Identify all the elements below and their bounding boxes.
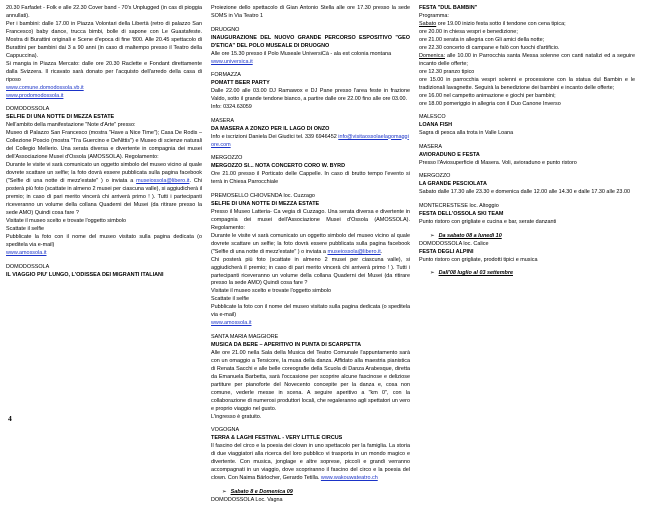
- event-vogogna-circus: [211, 427, 410, 483]
- event-paragraph-1: [211, 443, 410, 483]
- event-paragraph-3: [6, 162, 202, 218]
- amossola-link[interactable]: www.amossola.it: [211, 320, 252, 327]
- event-title: FESTA DELL'OSSOLA SKI TEAM: [419, 211, 504, 218]
- event-paragraph-2: Museo di Palazzo San Francesco (mostra "Have a Nice Time"); Casa De Rodis – Collezione Poscio (mostra "Tra Guercino e DeNittis") e Museo di scienze naturali del Collegio Mellerio. Una serata diversa e divertente in compagnia dei musei dell'Associazione Musei d'Ossola (AMOSSOLA). Regolamento:: [6, 130, 202, 161]
- event-title: DA MASERA A ZONZO PER IL LAGO DI ONZO: [211, 125, 330, 132]
- program-line-7: ore 15.00 in parrocchia vespri solenni e processione con la statua dul Bambin e le tradizionali lavagnette. Seguirà la benedizione dei bambini e incanto delle offerte;: [419, 76, 635, 91]
- event-festa-dul-bambin: [419, 5, 635, 109]
- date-marker-text: Sabato 8 e Domenica 09: [230, 488, 293, 495]
- event-title: AVIORADUNO E FESTA: [419, 151, 480, 158]
- event-paragraph-1: Sabato dalle 17.30 alle 23.30 e domenica dalle 12.00 alle 14.30 e dalle 17.30 alle 23.00: [419, 189, 631, 196]
- event-santa-maria-maggiore: [211, 334, 410, 422]
- program-line-5: [419, 53, 635, 69]
- event-paragraph-2a: Durante le visite vi sarà comunicato un oggetto simbolo del museo vicino al quale dovrete scattare un selfie; la foto dovrà essere pubblicata sulla pagina facebook ("Selfie di una notte di mezz'estate" ) o inviata a: [211, 232, 410, 255]
- event-paragraph-1: Nell'ambito della manifestazione "Note d'Arte" presso:: [6, 122, 136, 129]
- event-malesco-loana-fish: [419, 114, 635, 138]
- three-column-layout: [6, 5, 644, 505]
- event-location: MERGOZZO: [419, 173, 451, 180]
- museiossola-email-link[interactable]: museiossola@libero.it: [136, 178, 190, 185]
- event-title: TERRA & LAGHI FESTIVAL - VERY LITTLE CIRCUS: [211, 435, 343, 442]
- page-number: 4: [8, 414, 12, 423]
- proiezione-block: [211, 5, 410, 21]
- event-domodossola-alpini: [419, 241, 635, 265]
- event-paragraph-2b: .: [380, 248, 383, 255]
- intro-link-1-row: [6, 85, 202, 93]
- event-title: MERGOZZO SI... NOTA CONCERTO CORO W. BYRD: [211, 163, 346, 170]
- event-vagna: [211, 497, 410, 505]
- event-title: INAUGURAZIONE DEL NUOVO GRANDE PERCORSO ESPOSITIVO "GEO D'ETICA" DEL POLO MUSEALE DI DRUOGNO: [211, 34, 410, 49]
- event-paragraph-3b: . Chi posterà più foto (scattate in almeno 2 musei per ciascuna valle), si aggiudicherà il premio; in caso di pari merito vincerà chi arriverà primo ! ). Tutti i partecipanti riceveranno un volume della collana Quaderni dei Musei (da ritirare presso la sede AMO) Quindi cosa fare ?: [6, 178, 202, 217]
- event-location: MERGOZZO: [211, 155, 243, 162]
- event-paragraph-1: Presso l'Aviosuperficie di Masera. Voli, avioraduno e punto ristoro: [419, 159, 577, 166]
- event-paragraph-1: Alle ore 21.00 nella Sala della Musica del Teatro Comunale l'appuntamento sarà con un omaggio a Tersicore, la musa della danza. Affidato alla maestria pianistica di Renata Sacchi e alle belle coreografie della Scuola di Danza Arabesque, diretta da Emanuela Barbetta, sarà l'occasione per scoprire alcune fascinose e deliziose partiture per pianoforte del Novecento concepite per la danza e, cosa non comune, vederle messe in scena. A seguire aperitivo a "km 0", con la collaborazione di numerosi produttori locali, che regaleranno agli spettatori un vero e proprio viaggio nel gusto.: [211, 349, 410, 412]
- intro-link-2-row: [6, 93, 202, 101]
- date-marker-luglio-settembre: [419, 270, 635, 278]
- event-info-text: Info e iscrizioni Daniela Dei Giudici tel. 339 6946452: [211, 133, 339, 140]
- event-masera-avioraduno: [419, 144, 635, 168]
- event-title: POMATT BEER PARTY: [211, 80, 270, 87]
- event-mergozzo-pesciolata: [419, 173, 635, 197]
- column-2: [211, 5, 410, 505]
- event-masera-zonzo: [211, 118, 410, 150]
- event-montecrestese-ski-team: [419, 203, 635, 227]
- amossola-link-row: [211, 320, 410, 328]
- program-line-8: ore 16.00 nel campetto animazione e giochi per bambini;: [419, 92, 556, 99]
- date-marker-line: [419, 270, 635, 278]
- intro-block: [6, 5, 202, 101]
- event-location: VOGOGNA: [211, 427, 240, 434]
- program-label: Programma:: [419, 12, 449, 19]
- event-location: DOMODOSSOLA loc. Calice: [419, 240, 489, 247]
- event-title: LA GRANDE PESCIOLATA: [419, 181, 487, 188]
- day-saturday-label: Sabato: [419, 20, 437, 27]
- date-marker-text: Da sabato 08 a lunedì 10: [438, 232, 502, 239]
- program-line-5-text: alle 10.00 in Parrocchia santa Messa solenne con canti natalizi ed a seguire incanto delle offerte;: [419, 52, 635, 67]
- program-line-1: [419, 21, 635, 29]
- comune-domodossola-link[interactable]: www.comune.domodossola.vb.it: [6, 84, 84, 91]
- event-paragraph-1: Alle ore 15.30 presso il Polo Museale UniversiCà - ala est colonia montana: [211, 50, 392, 57]
- date-marker-line: [211, 489, 410, 497]
- event-location: SANTA MARIA MAGGIORE: [211, 333, 279, 340]
- event-paragraph-4: Visitate il museo scelto e trovate l'oggetto simbolo: [211, 288, 332, 295]
- event-druogno: [211, 27, 410, 67]
- event-location: FORMAZZA: [211, 72, 241, 79]
- arrow-icon: ➢: [430, 270, 435, 277]
- event-paragraph-3: Chi posterà più foto (scattate in almeno 2 musei per ciascuna valle), si aggiudicherà il premio; in caso di pari merito vincerà chi arriverà primo ! ). Tutti i partecipanti riceveranno un volume della collana Quaderni dei Musei (da ritirare presso la sede AMO) Quindi cosa fare ?: [211, 256, 410, 287]
- event-paragraph-1: Ore 21.00 presso il Porticato delle Cappelle. In caso di brutto tempo l'evento si terrà in Chiesa Parrocchiale: [211, 171, 410, 186]
- amossola-link-row: [6, 250, 202, 258]
- date-marker-sabato-domenica: [211, 489, 410, 497]
- date-marker-line: [419, 233, 635, 241]
- arrow-icon: ➢: [222, 488, 227, 495]
- universica-link-row: [211, 59, 410, 67]
- event-title: IL VIAGGIO PIU' LUNGO, L'ODISSEA DEI MIGRANTI ITALIANI: [6, 271, 164, 278]
- event-paragraph-5: Scattate il selfie: [6, 226, 45, 233]
- museiossola-email-link[interactable]: museiossola@libero.it: [327, 248, 381, 255]
- intro-paragraph-1: 20.30 Farfadet - Folk e alle 22.30 Cover band - 70's Unplugged (in cas di pioggia annullati).: [6, 5, 202, 19]
- event-paragraph-1: Presso il Museo Latteria- Ca vegia di Cuzzago. Una serata diversa e divertente in compagnia dei musei dell'Associazione Musei d'Ossola (AMOSSOLA). Regolamento:: [211, 208, 410, 231]
- event-paragraph-2: L'ingresso è gratuito.: [211, 413, 262, 420]
- intro-paragraph-3: Si mangia in Piazza Mercato: dalle ore 20.30 Raclette e Fondant direttamente dalla Svizzera. Il ricavato sarà donato per l'acquisto dell'arredo della casa di riposo: [6, 60, 202, 83]
- event-paragraph-1: [211, 134, 410, 150]
- event-paragraph-2: [211, 233, 410, 257]
- intro-paragraph-2: Per i bambini: dalle 17.00 in Piazza Volontari della Libertà (retro di palazzo San Francesco) baby dance, trucca bimbi, bolle di sapone con Le Guastafeste. Mostra di Burattini originali e Scene d'epoca di fine '800. Alle 20.45 spettacolo di Burattini per bambini dai 3 a 90 anni (in caso di maltempo presso il Teatro della Cappuccina).: [6, 20, 202, 59]
- event-paragraph-6: Pubblicate la foto con il nome del museo visitato sulla pagina dedicata (o speditela via e-mail): [211, 304, 410, 319]
- visitaossola-email-link[interactable]: info@visitaossolaelagomaggiore.com: [211, 133, 409, 148]
- event-location: PREMOSELLO CHIOVENDA loc. Cuzzago: [211, 192, 315, 199]
- event-info-phone: Info: 0324.63059: [211, 104, 252, 111]
- event-title: FESTA "DUL BAMBIN": [419, 5, 478, 11]
- program-line-3: ore 21.00 serata in allegria con Gli amici della notte;: [419, 36, 545, 43]
- event-paragraph-4: Visitate il museo scelto e trovate l'oggetto simbolo: [6, 218, 127, 225]
- event-location: MALESCO: [419, 114, 446, 121]
- event-paragraph-6: Pubblicate la foto con il nome del museo visitato sulla pagina dedicata (o speditela via e-mail): [6, 234, 202, 249]
- event-location: MONTECRESTESE loc. Altoggio: [419, 203, 499, 210]
- event-paragraph-1: Dalle 22.00 alle 03.00 DJ Ramawox e DJ Pane presso l'area feste in frazione Valdo, sotto il grande tendone bianco, a partire dalle ore 22.00 fino alle ore 03.00.: [211, 88, 410, 103]
- column-3: [419, 5, 635, 278]
- event-location: DOMODOSSOLA: [6, 106, 50, 113]
- event-paragraph-5: Scattate il selfie: [211, 296, 250, 303]
- event-title: FESTA DEGLI ALPINI: [419, 248, 474, 255]
- event-description: Il fascino del circo e la poesia dei clown in uno spettacolo per la famiglia. La storia di due viaggiatori alla ricerca del loro pubblico vi trasporta in un mondo magico e divertente. Con musica, jonglage e altre soprese, piccoli e grandi verranno accompagnati in un viaggio, dove scopriranno il fascino del circo e la poesia del clown. Con Naima Bärlocher, Gerardo Tetilla.: [211, 443, 410, 482]
- date-marker-text: Dall'08 luglio al 03 settembre: [438, 270, 513, 277]
- program-line-4: ore 22.30 concerto di campane e falò con fuochi d'artificio.: [419, 44, 560, 51]
- column-1: [6, 5, 202, 280]
- event-title: SELFIE DI UNA NOTTE DI MEZZA ESTATE: [211, 200, 320, 207]
- event-premosello-selfie: [211, 193, 410, 329]
- amossola-link[interactable]: www.amossola.it: [6, 250, 47, 257]
- event-location: DOMODOSSOLA Loc. Vagna: [211, 496, 283, 503]
- program-line-6: ore 12.30 pranzo tipico: [419, 68, 475, 75]
- event-paragraph-3a: Durante le visite vi sarà comunicato un oggetto simbolo del museo vicino al quale dovrete scattare un selfie; la foto dovrà essere pubblicata sulla pagina facebook ("Selfie di una notte di mezz'estate" ) o inviata a: [6, 162, 202, 185]
- event-formazza: [211, 72, 410, 112]
- day-sunday-label: Domenica:: [419, 52, 445, 59]
- wakouwateatro-link[interactable]: www.wakouwateatro.ch: [320, 475, 378, 482]
- proiezione-paragraph: Proiezione dello spettacolo di Gian Antonio Stella alle ore 17.30 presso la sede SOMS in Via Teatro 1: [211, 5, 410, 19]
- event-paragraph-1: Sagra di pesca alla trota in Valle Loana: [419, 130, 514, 137]
- event-paragraph-1: Punto ristoro con grigliate, prodotti tipici e musica: [419, 256, 538, 263]
- event-location: DOMODOSSOLA: [6, 263, 50, 270]
- event-title: SELFIE DI UNA NOTTE DI MEZZA ESTATE: [6, 114, 115, 121]
- event-location: MASERA: [419, 143, 442, 150]
- universica-link[interactable]: www.universica.it: [211, 58, 253, 65]
- event-mergozzo-coro: [211, 155, 410, 187]
- event-location: DRUOGNO: [211, 26, 240, 33]
- event-title: LOANA FISH: [419, 122, 453, 129]
- event-viaggio-migranti: [6, 264, 202, 280]
- date-marker-da-sabato-lunedi: [419, 233, 635, 241]
- arrow-icon: ➢: [430, 232, 435, 239]
- program-line-2: ore 20.00 in chiesa vespri e benedizione;: [419, 28, 518, 35]
- event-location: MASERA: [211, 117, 234, 124]
- prodomodossola-link[interactable]: www.prodomodossola.it: [6, 92, 64, 99]
- event-title: MUSICA DA BERE – APERITIVO IN PUNTA DI SCARPETTA: [211, 341, 362, 348]
- program-line-9: ore 18.00 pomeriggio in allegria con il Duo Canone Inverso: [419, 100, 561, 107]
- event-selfie-domodossola: [6, 106, 202, 258]
- event-paragraph-1: Punto ristoro con grigliate e cucina e bar, serate danzanti: [419, 219, 557, 225]
- program-line-1-text: ore 19.00 inizio festa sotto il tendone con cena tipica;: [436, 20, 566, 27]
